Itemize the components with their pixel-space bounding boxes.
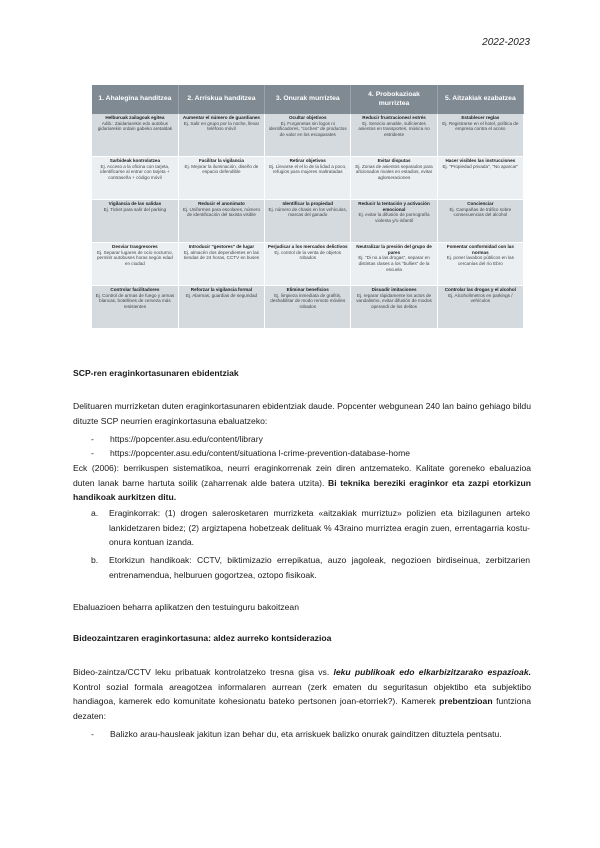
- table-cell: Controlar las drogas y el alcohol Ej. Alcoholímetros en parkings / vehículos: [437, 286, 523, 329]
- table-cell: Reforzar la vigilancia formal Ej. Alarmas, guardias de seguridad: [178, 286, 264, 329]
- list-item-text: Eraginkorrak: (1) drogen salerosketaren murrizketa «aitzakiak murriztuz» polizien eta bizilagunen arteko lankidetzaren bidez; (2) argiztapena hobetzeak delituak % 43raino murriztea eragin zuen, errentagarria kostu-onura kontuan izanda.: [109, 508, 530, 548]
- table-row: [92, 286, 524, 329]
- table-cell: Retirar objetivos Ej. Llevarse el el lo de la lidad a poco, refugios para mujeres maltratadas: [265, 157, 351, 200]
- bullet-dash: -: [91, 729, 94, 739]
- table-cell: Perjudicar a los mercados delictivos Ej. control de la venta de objetos robados: [265, 243, 351, 286]
- emphasis-text: leku publikoak edo elkarbizitzarako espazioak.: [333, 667, 531, 677]
- table-cell: Eliminar beneficios Ej. limpieza inmediata de grafitis, deshabilitar de modo remoto móviles robados: [265, 286, 351, 329]
- link[interactable]: https://popcenter.asu.edu/content/library: [110, 434, 263, 444]
- table-header-cell: 5. Aitzakiak ezabatzea: [437, 85, 523, 114]
- table-cell: Helburuak zailagoak egitea Adib.: Zaidariarekin edo autobus gidariarekin ordain gabeko aretaldak: [92, 114, 178, 157]
- table-cell: Fomentar conformidad con las normas Ej. poner lavabos públicos en las cercanías del río Ebro: [437, 243, 523, 286]
- table-row: [92, 157, 524, 200]
- table-cell: Reducir la tentación y activación emocional Ej. evitar la difusión de pornografía violenta y/o infantil: [351, 200, 437, 243]
- eck-bold-text: Bi teknika bereziki eraginkor eta zazpi etorkizun handikoak aurkitzen ditu.: [73, 477, 531, 503]
- table-cell: Establecer reglas Ej. Registrarse en el hotel, política de empresa contra el acoso: [437, 114, 523, 157]
- table-cell: Neutralizar la presión del grupo de pares Ej. "Di no a las drogas", separar en distintas clases a los "bullies" de la escuela: [351, 243, 437, 286]
- table-cell: Facilitar la vigilancia Ej. Mejorar la iluminación, diseño de espacio defendible: [178, 157, 264, 200]
- table-row: [92, 200, 524, 243]
- table-cell: Hacer visibles las instrucciones Ej. "Propiedad privada", "No aparcar": [437, 157, 523, 200]
- list-marker: b.: [91, 555, 99, 565]
- paragraph: Ebaluazioen beharra aplikatzen den testuinguru bakoitzean: [73, 602, 299, 612]
- list-item: [73, 446, 531, 460]
- list-item-text: Balizko arau-hausleak jakitun izan behar du, eta arriskuek balizko onurak gainditzen dituztela pentsatu.: [110, 729, 502, 739]
- link[interactable]: https://popcenter.asu.edu/content/situationa l-crime-prevention-database-home: [110, 448, 411, 458]
- text-run: Bideo-zaintza/CCTV leku pribatuak kontrolatzeko tresna gisa vs.: [73, 667, 334, 677]
- table-header-cell: 2. Arriskua handitzea: [178, 85, 264, 114]
- table-cell: Sarbideak kontrolatzea Ej. Acceso a la oficina con tarjeta, identificarse al entrar con tarjeta + contraseña + código móvil: [92, 157, 178, 200]
- academic-year: 2022-2023: [482, 37, 530, 48]
- paragraph: [73, 461, 531, 505]
- table-cell: Controlar facilitadores Ej. Control de armas de fuego y armas blancas, botellines de cerveza más resistentes: [92, 286, 178, 329]
- bold-text: prebentzioan: [439, 696, 493, 707]
- table-cell: Disuadir imitaciones Ej. reparar rápidamente los actos de vandalismo, evitar difusión de modos operandi de los delitos: [351, 286, 437, 329]
- list-item-text: Etorkizun handikoak: CCTV, biktimizazio errepikatua, auzo jagoleak, negozioen birdiseinua, zerbitzarien entrenamendua, helburuen gogortzea, oztopo fisikoak.: [109, 555, 530, 580]
- bullet-dash: -: [91, 434, 94, 444]
- table-row: [92, 243, 524, 286]
- scp-techniques-table: [92, 85, 524, 329]
- table-cell: Introducir "gestores" de lugar Ej. almacén dos dependientes en las tiendas de 24 horas, CCTV en buses: [178, 243, 264, 286]
- table-header-cell: 1. Ahalegina handitzea: [92, 85, 178, 114]
- table-cell: Concienciar Ej. Campañas de tráfico sobre consecuencias del alcohol: [437, 200, 523, 243]
- paragraph: Delituaren murrizketan duten eraginkortasunaren ebidentziak daude. Popcenter webgunean 240 lan baino gehiago bildu dituzte SCP neurrien eraginkortasuna ebaluatzeko:: [73, 401, 531, 426]
- section-heading: SCP-ren eraginkortasunaren ebidentziak: [73, 368, 239, 378]
- table-cell: Vigilancia de las salidas Ej. Ticket para salir del parking: [92, 200, 178, 243]
- eck-text: Eck (2006): berrikuspen sistematikoa, neurri eraginkorrenak zein diren antzemateko. Kalitate goreneko ebaluazioa duten lanak barne hartuta soilik (zaharrenak alde batera utzita).: [73, 463, 531, 488]
- table-cell: Evitar disputas Ej. Zonas de asientos separados para aficionados rivales en estadios, evitar aglomeraciones: [351, 157, 437, 200]
- table-cell: Reducir el anonimato Ej. Uniformes para escolares, número de identificación del taxista visible: [178, 200, 264, 243]
- table-header-cell: 3. Onurak murriztea: [265, 85, 351, 114]
- bullet-dash: -: [91, 448, 94, 458]
- table-header-cell: 4. Probokazioak murriztea: [351, 85, 437, 114]
- list-marker: a.: [91, 508, 99, 518]
- table-cell: Reducir frustraciones/ estrés Ej. Servicio amable, suficientes asientos en transportes, música no estridente: [351, 114, 437, 157]
- section-heading: Bideozaintzaren eraginkortasuna: aldez aurreko kontsiderazioa: [73, 633, 332, 643]
- table-cell: Aumentar el número de guardianes Ej. Salir en grupo por la noche, llevar teléfono móvil: [178, 114, 264, 157]
- list-item: [73, 432, 531, 446]
- table-cell: Identificar la propiedad Ej. número de chasis en los vehículos, marcas del ganado: [265, 200, 351, 243]
- table-cell: Ocultar objetivos Ej. Furgonetas sin logos ni identificadores, "coches" de productos de valor en los escaparates: [265, 114, 351, 157]
- table-cell: Desviar trasgresores Ej. Separar lugares de ocio nocturno, permitir autobuses horas según edad en ciudad: [92, 243, 178, 286]
- table-row: [92, 114, 524, 157]
- text-run: Kontrol sozial formala areagotzea informalaren aurrean (zerk ematen du seguritasun objektibo eta subjektibo handiagoa, kamerek edo komunitate kohesionatu bateko pertsonen joan-etorriek?). Kamerek: [73, 681, 531, 707]
- paragraph: [73, 665, 531, 723]
- text-run: funtziona dezaten:: [73, 696, 531, 721]
